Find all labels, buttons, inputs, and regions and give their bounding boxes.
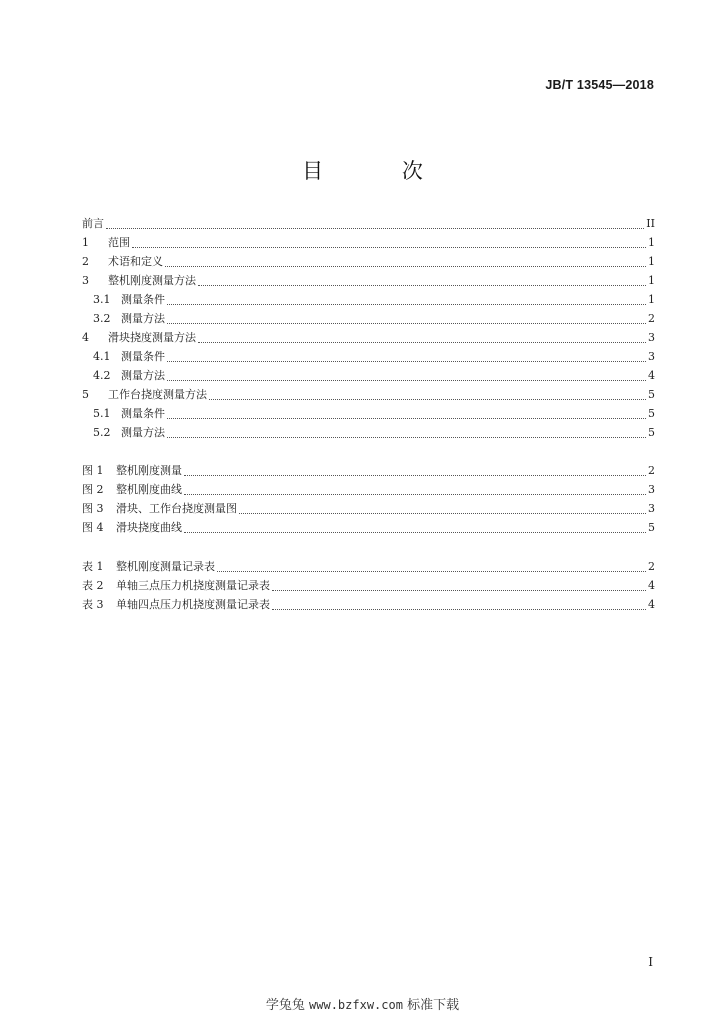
toc-section-entry[interactable] (82, 290, 655, 309)
toc-entry-title: 测量条件 (121, 350, 165, 363)
toc-figure-entry[interactable] (82, 480, 655, 499)
toc-dot-leader (167, 303, 646, 305)
footer-url-link[interactable]: www.bzfxw.com (309, 998, 403, 1012)
toc-dot-leader (198, 341, 646, 343)
toc-entry-page: 5 (648, 407, 655, 420)
toc-entry-page: 4 (648, 598, 655, 611)
toc-section-entry[interactable] (82, 347, 655, 366)
toc-figures-list (82, 461, 655, 537)
toc-dot-leader (239, 512, 646, 514)
toc-entry-title: 范围 (108, 236, 130, 249)
toc-dot-leader (217, 570, 646, 572)
toc-dot-leader (167, 417, 646, 419)
toc-dot-leader (106, 227, 644, 229)
toc-entry-title: 整机刚度曲线 (116, 483, 182, 496)
toc-entry-page: 1 (648, 255, 655, 268)
toc-dot-leader (272, 608, 646, 610)
toc-section-entry[interactable] (82, 328, 655, 347)
toc-entry-page: 1 (648, 236, 655, 249)
toc-section-entry[interactable] (82, 404, 655, 423)
toc-entry-title: 工作台挠度测量方法 (108, 388, 207, 401)
toc-entry-page: 3 (648, 483, 655, 496)
toc-entry-number: 图 2 (82, 483, 104, 496)
toc-entry-title: 单轴三点压力机挠度测量记录表 (116, 579, 270, 592)
toc-figure-entry[interactable] (82, 461, 655, 480)
toc-entry-number: 1 (82, 236, 89, 249)
toc-entry-number: 5 (82, 388, 89, 401)
toc-entry-number: 图 3 (82, 502, 104, 515)
toc-entry-page: 4 (648, 369, 655, 382)
toc-entry-number: 3.2 (93, 312, 111, 325)
toc-entry-number: 2 (82, 255, 89, 268)
toc-entry-title: 术语和定义 (108, 255, 163, 268)
toc-section-entry[interactable] (82, 252, 655, 271)
toc-dot-leader (167, 379, 646, 381)
toc-dot-leader (167, 322, 646, 324)
toc-entry-title: 测量条件 (121, 407, 165, 420)
toc-entry-number: 表 1 (82, 560, 104, 573)
toc-dot-leader (167, 436, 646, 438)
toc-entry-page: II (646, 217, 655, 230)
page-title: 目 次 (302, 159, 459, 183)
toc-entry-page: 1 (648, 274, 655, 287)
toc-sections-list (82, 214, 655, 442)
toc-entry-number: 图 4 (82, 521, 104, 534)
toc-figure-entry[interactable] (82, 518, 655, 537)
toc-section-entry[interactable] (82, 366, 655, 385)
toc-entry-title: 整机刚度测量 (116, 464, 182, 477)
toc-dot-leader (165, 265, 646, 267)
toc-entry-number: 表 3 (82, 598, 104, 611)
toc-section-entry[interactable] (82, 214, 655, 233)
toc-entry-title: 滑块挠度曲线 (116, 521, 182, 534)
toc-dot-leader (209, 398, 646, 400)
toc-entry-page: 2 (648, 312, 655, 325)
toc-entry-title: 测量条件 (121, 293, 165, 306)
toc-dot-leader (184, 531, 646, 533)
page-number: I (648, 955, 653, 969)
toc-dot-leader (272, 589, 646, 591)
toc-entry-page: 5 (648, 388, 655, 401)
toc-entry-page: 3 (648, 331, 655, 344)
toc-section-entry[interactable] (82, 423, 655, 442)
toc-entry-number: 5.2 (93, 426, 111, 439)
toc-table-entry[interactable] (82, 595, 655, 614)
toc-table-entry[interactable] (82, 576, 655, 595)
toc-entry-number: 图 1 (82, 464, 104, 477)
toc-dot-leader (198, 284, 646, 286)
footer (0, 994, 725, 1013)
toc-table-entry[interactable] (82, 557, 655, 576)
toc-entry-title: 整机刚度测量记录表 (116, 560, 215, 573)
toc-entry-page: 3 (648, 350, 655, 363)
toc-entry-number: 3.1 (93, 293, 111, 306)
toc-entry-page: 5 (648, 426, 655, 439)
toc-tables-list (82, 557, 655, 614)
toc-entry-title: 测量方法 (121, 312, 165, 325)
toc-entry-page: 1 (648, 293, 655, 306)
toc-entry-title: 测量方法 (121, 369, 165, 382)
toc-section-entry[interactable] (82, 385, 655, 404)
toc-section-entry[interactable] (82, 309, 655, 328)
toc-entry-title: 整机刚度测量方法 (108, 274, 196, 287)
toc-entry-page: 4 (648, 579, 655, 592)
toc-entry-title: 滑块挠度测量方法 (108, 331, 196, 344)
toc-entry-number: 4 (82, 331, 89, 344)
footer-site-name: 学兔兔 (265, 998, 305, 1013)
toc-entry-number: 4.1 (93, 350, 111, 363)
toc-entry-page: 5 (648, 521, 655, 534)
toc-dot-leader (132, 246, 646, 248)
document-number: JB/T 13545—2018 (545, 78, 654, 92)
toc-entry-page: 2 (648, 464, 655, 477)
toc-entry-title: 单轴四点压力机挠度测量记录表 (116, 598, 270, 611)
toc-entry-number: 5.1 (93, 407, 111, 420)
toc-section-entry[interactable] (82, 233, 655, 252)
toc-entry-page: 2 (648, 560, 655, 573)
footer-slogan: 标准下载 (407, 998, 460, 1013)
toc-dot-leader (167, 360, 646, 362)
toc-entry-page: 3 (648, 502, 655, 515)
toc-dot-leader (184, 474, 646, 476)
toc-entry-number: 4.2 (93, 369, 111, 382)
toc-dot-leader (184, 493, 646, 495)
toc-entry-title: 前言 (82, 217, 104, 230)
toc-entry-title: 测量方法 (121, 426, 165, 439)
toc-section-entry[interactable] (82, 271, 655, 290)
toc-entry-number: 3 (82, 274, 89, 287)
toc-figure-entry[interactable] (82, 499, 655, 518)
toc-entry-number: 表 2 (82, 579, 104, 592)
toc-entry-title: 滑块、工作台挠度测量图 (116, 502, 237, 515)
